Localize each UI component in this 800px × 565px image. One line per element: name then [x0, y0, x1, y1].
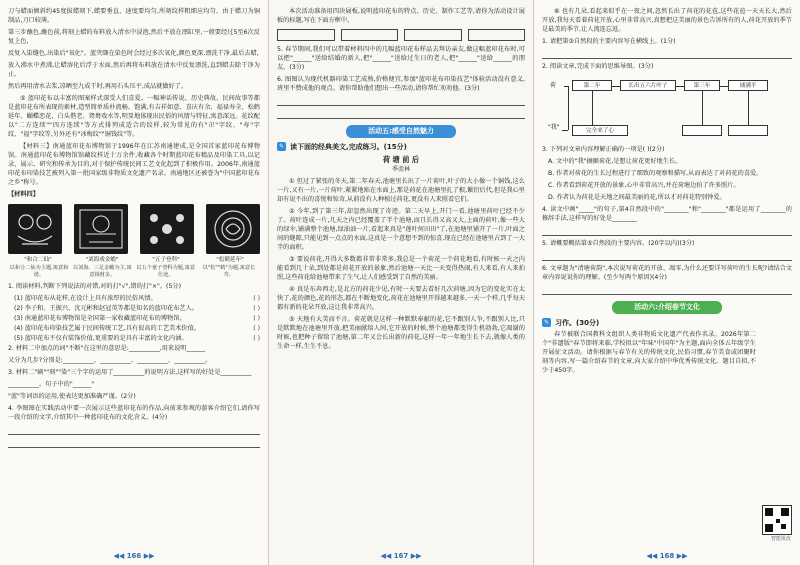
- essay-heading: ✎ 习作。(30分): [543, 318, 600, 327]
- left-page: [0, 0, 268, 565]
- question-2: 2. 阅读文章,完成下面的思维导图。(3分): [542, 62, 654, 70]
- fabric-image-wuzi: [140, 204, 194, 254]
- intro-line: 第三步蘸色,蘸色前,将刻上蜡的布料放入清水中浸泡,然后平放在漂缸里,一般要经过5至6次反复上色,: [8, 28, 260, 45]
- answer-bracket[interactable]: ( ): [253, 324, 260, 332]
- question-2-cont: 又分为几步?分别是:__________、__________、__________、__________。: [8, 356, 212, 364]
- question-1: 1. 请把第③自然段的主要内容写在横线上。(1分): [542, 37, 676, 45]
- activity-banner: 活动六:介绍春节文化: [612, 301, 722, 314]
- article-author: 季羡林: [391, 166, 410, 174]
- options: [542, 158, 792, 203]
- paragraph-5: ⑤ 蓝印花布以丰富的图案样式深受人们喜爱。一幅神话传说、历史典故、民间故事等都是蓝印花布所表现的素材,造型简单质朴流畅、饱满,有吉祥如意、喜庆有余、福禄寿全、松鹤延年、蝴蝶恋花、白头偕老、鸳鸯戏水等,明显地体现出民俗的风情与特征,寓意深远。花纹配以"二方连续""四方连续"等方式排列成适合的纹样,较为常见的有"卍"字纹、"寿"字纹、"福"字纹等,另外还有"冰梅纹""铜钱纹"等。: [8, 94, 260, 138]
- answer-line[interactable]: [8, 439, 260, 448]
- article-paragraph: ③ 要说荷花,开得大多数都非常非常多,我总是一个荷花一个荷花地看,有时候一天之内能看到几十朵,到处都是荷花开放的景象,然后池塘一天比一天变得热闹,有人来看,有人来拍照,这些荷花给池塘带来了生气,让人们感受到了自然的美丽。: [277, 256, 525, 281]
- intro-line: 反复入染缝色,出染后"氧化"。蓝夹缬在染色时会经过多次氧化,颜色更深,漂洗干净,最后去蜡,: [8, 49, 259, 57]
- answer-line[interactable]: [542, 252, 792, 261]
- answer-line[interactable]: [277, 110, 525, 119]
- title-box[interactable]: [341, 29, 399, 41]
- title-boxes: [277, 29, 525, 41]
- book-icon: ✎: [278, 143, 285, 151]
- caption: "刘海戏金蟾": [85, 256, 119, 263]
- page-number: ◀◀ 166 ▶▶: [113, 551, 155, 560]
- mind-map-box: 第三年: [684, 80, 720, 91]
- caption: "和合二仙": [24, 256, 52, 263]
- question-2: 2. 材料二中加点的词"不断"在这里的意思是:__________,用来说明______: [8, 344, 206, 352]
- title-box[interactable]: [404, 29, 462, 41]
- qr-code-icon[interactable]: [762, 505, 792, 535]
- judgement-row: (2) 李子和、王振兴、沈元彬和赵冠英等都是知名的蓝印花布艺人。 ( ): [14, 304, 260, 312]
- intro-line: 然后再用清水去浆,凉晒至九成干时,再用石头压平,成品就做好了。: [8, 82, 188, 90]
- connector: [676, 86, 684, 87]
- answer-line[interactable]: [8, 426, 260, 435]
- mind-map-box: 长出五六片叶子: [620, 80, 676, 91]
- fabric-captions: [8, 256, 260, 264]
- caption: "五子登科": [152, 256, 180, 263]
- description: 以和合二仙为主题,寓意和谐。: [9, 264, 69, 279]
- qr-label: 智能批改: [770, 535, 791, 542]
- connector: [702, 91, 703, 125]
- article-title: 荷 塘 前 后: [382, 155, 420, 165]
- mind-map-answer-box[interactable]: [728, 125, 768, 136]
- material-3: 【材料三】南通蓝印花布博物馆于1996年在江苏南通建成,是全国首家蓝印花布博物馆。南通蓝印花布博物馆馆藏纹样近十万余件,收藏各个时期蓝印花布精品及印染工具,以记录、展示、研究和传承为目的,对于保护传统民间工艺文化起到了积极作用。2006年,南通蓝印花布印染技艺被列入第一批国家级非物质文化遗产名录。南通地区还被誉为"中国蓝印花布之乡"称号。: [8, 142, 260, 186]
- essay-prompt: 春节被联合国教科文组织人类非物质文化遗产代表作名录。2026年第二个"非遗版"春节即将来临,学校拟以"年味"中国年"为主题,面向全体五年级学生开展征文活动。请你根据与春节有关的传统文化,民俗习惯,春节美食或团聚时刻等内容,写一篇介绍春节的文章,向大家介绍中华优秀传统文化。题目自拟,不少于450字。: [542, 330, 756, 374]
- article-paragraph: ① 但过了紧张的冬天,第二年春天,池塘里长出了一片荷叶,叶子的大小像一个铜钱,这么一片,又有一片,一片荷叶,紧紧地贴在水面上,那是荷花在池塘里扎了根,繁衍后代,但是我心里却有说不出的喜悦和惊奇,从前没有人种植过荷花,更没有人来照看它们。: [277, 178, 525, 204]
- fabric-image-hehe: [8, 204, 62, 254]
- article-paragraph: ⑤ 天地有大美而不言。荷花就是这样一种默默奉献的花,它不跟别人争,不跟别人比,只是默默地在池塘里开放,把美丽献给人间,它开放的时候,整个池塘都变得生机勃勃,它凋谢的时候,也把种子留给了池塘,第二年又会长出新的荷花,这样一年一年地生长下去,就像人类的生命一样,生生不息。: [277, 315, 525, 350]
- answer-bracket[interactable]: ( ): [253, 294, 260, 302]
- intro: 本次活动准备用四块展板,说明蓝印花布的特点、历史、制作工艺等,请你为活动设计展板的标题,写在下面方框中。: [277, 8, 525, 24]
- question-4: 4. 李图图在实践活动中要一次展示这些蓝印花布的作品,向前来参观的游客介绍它们,请你写一段介绍的文字,介绍其中一种蓝印花布的文化含义。(4分): [8, 404, 260, 421]
- mind-map-box: 完全来了心: [572, 125, 628, 136]
- option[interactable]: D. 作者认为荷花是天地之间最美丽的花,所以才对荷花特别钟爱。: [548, 193, 726, 201]
- answer-bracket[interactable]: ( ): [253, 304, 260, 312]
- article-paragraph: ② 今年,到了第三年,却忽然出现了奇迹。第二天早上,开门一看,池塘里荷叶已经不少了。荷叶连成一片,几天之内已经覆盖了半个池塘,而且长得又高又大,上面的荷叶,像一些大的绿伞,铺满整个池塘,绿油油一片,看起来真是"莲叶何田田"了,在池塘里铺开了一片,叶面之间的缝隙,只能见到一点点的水面,这真是一个意想不到的惊喜,现在已经在池塘里占到了一大半的面积。: [277, 208, 525, 252]
- connector: [562, 130, 568, 131]
- mind-map-box: 第二年: [572, 80, 612, 91]
- connector: [720, 86, 728, 87]
- material-4-heading: 【材料四】: [8, 190, 39, 198]
- judgement-row: (1) 蓝印花布从花样,在设计上具有浓厚的民俗风情。 ( ): [14, 294, 260, 302]
- question-5: 5. 春节期间,我们可以带着材料四中的几幅蓝印花布样品去拜访亲友,做这幅蓝印花布时,可以把"______"送给结婚的新人,把"______"送给过生日的老人,把"______"送给______的朋友。(3分): [277, 45, 525, 71]
- mind-map-answer-box[interactable]: [682, 125, 722, 136]
- question-3-cont2: "蓝"等词语的运用,使表达更加准确严谨。(2分): [8, 392, 136, 400]
- page-number: ◀◀ 168 ▶▶: [646, 551, 688, 560]
- right-page: [534, 0, 800, 565]
- mind-map-label-lotus: 荷: [550, 81, 557, 89]
- option[interactable]: B. 作者对荷花的生长过程进行了细致的观察和描写,从而表达了对荷花的喜爱。: [548, 169, 763, 177]
- page-number: ◀◀ 167 ▶▶: [380, 551, 422, 560]
- judgement-row: (4) 蓝印花布印染技艺属于民间传统工艺,具有很高的工艺美术价值。 ( ): [14, 324, 260, 332]
- mind-map-label-me: "我": [548, 123, 560, 131]
- pen-icon: ✎: [543, 319, 550, 327]
- title-box[interactable]: [468, 29, 526, 41]
- mind-map: [542, 76, 792, 142]
- question-3: 3. 下列对文章内容理解正确的一项是( )(2分): [542, 145, 665, 153]
- option[interactable]: C. 作者看到荷花开放的景象,心中非常高兴,并在荷塘边拍了许多照片。: [548, 181, 740, 189]
- answer-line[interactable]: [542, 50, 792, 59]
- connector: [592, 91, 593, 125]
- option[interactable]: A. 文中的"我"摘掘荷花,是想让荷花更好地生长。: [548, 157, 682, 165]
- description: 以刘海、三足金蟾为主,寓意钱财多。: [72, 264, 132, 279]
- question-3-cont: __________。句子中的"______": [8, 380, 95, 388]
- intro-line: 刀与蜡面倾斜约45度拔蜡刻下,蜡要垂直、速度要均匀,所刻纹样粗细应均匀、由于蜡刀为铜制品,刀口较薄,: [8, 8, 260, 24]
- judgement-row: (3) 南通蓝印花布博物馆是全国第一家收藏蓝印花布的博物馆。 ( ): [14, 314, 260, 322]
- connector: [612, 86, 620, 87]
- middle-page: [268, 0, 534, 565]
- judgement-row: (5) 蓝印花布不仅有装饰价值,更重要的是具有丰富的文化内涵。 ( ): [14, 334, 260, 342]
- intro-line: 放入沸水中煮沸,让蜡溶化后浮于水面,然后再将布料放在清水中反复漂洗,直到蜡去除干净为止,: [8, 61, 260, 78]
- question-4: 4. 读文中画"_____"的句子,第4自然段中的"________"和"________"都是运用了________的修辞手法,这样写的好处是________: [542, 205, 792, 222]
- title-box[interactable]: [277, 29, 335, 41]
- question-1: 1. 阅读材料,判断下列说法的对错,对的打"√",错的打"×"。(5分): [8, 282, 181, 290]
- fabric-image-liuhai: [74, 204, 128, 254]
- article-paragraph: ⑥ 也有几朵,看起来似乎在一夜之间,忽然长出了荷花的花苞,这些花苞一天天长大,然后开放,我每天看着荷花开放,心里非常高兴,真想把这美丽的景色告诉所有的人,荷花开放的季节是最美的季节,让人流连忘返。: [542, 8, 792, 33]
- question-6: 6. 图图认为现代机器印染工艺成熟,价格便宜,参加"蓝印花布印染技艺"体验活动没有意义,班里不赞成他的观点。请你帮助他们想出一些活动,请你帮忙劝劝他。(3分): [277, 75, 525, 92]
- answer-bracket[interactable]: ( ): [253, 314, 260, 322]
- caption: "松鹤延年": [216, 256, 244, 263]
- activity-banner: 活动五:感受自然魅力: [346, 125, 456, 138]
- answer-line[interactable]: [542, 227, 792, 236]
- fabric-descriptions: [8, 265, 260, 280]
- connector: [568, 86, 569, 130]
- mind-map-box: 铺满半: [728, 80, 768, 91]
- answer-line[interactable]: [542, 286, 792, 295]
- answer-line[interactable]: [277, 97, 525, 106]
- question-3: 3. 材料二"刷""刻""染"三个字的运用了__________的说明方法,这样写的好处是__________: [8, 368, 252, 376]
- description: 以五个童子登科为题,寓意仕途。: [136, 264, 196, 279]
- answer-bracket[interactable]: ( ): [253, 334, 260, 342]
- article-paragraph: ④ 真是东奔西走,是北方的荷花少见,有时一天要去看好几次荷塘,因为它的变化实在太快了,花的颜色,花的形态,都在不断地变化,荷花在池塘里开得越来越多,一天一个样,几乎每天都有新的花朵开放,这让我非常高兴。: [277, 285, 525, 311]
- question-6: 6. 文章题为"清塘荷韵",本次说写荷花的开放、凋零,为什么还要详写荷叶的生长呢?请结合文章内容说说你的理解。(至少写两个原因)(4分): [542, 264, 792, 281]
- description: 以"松""鹤"为题,寓意长寿。: [202, 264, 256, 279]
- section-heading: ✎ 读下面的经典美文,完成练习。(15分): [278, 142, 407, 151]
- fabric-images: [8, 204, 260, 254]
- connector: [748, 91, 749, 125]
- question-5: 5. 请概要概括第⑤自然段的主要内容。(20字以内)(3分): [542, 239, 695, 247]
- fabric-image-songhe: [206, 204, 260, 254]
